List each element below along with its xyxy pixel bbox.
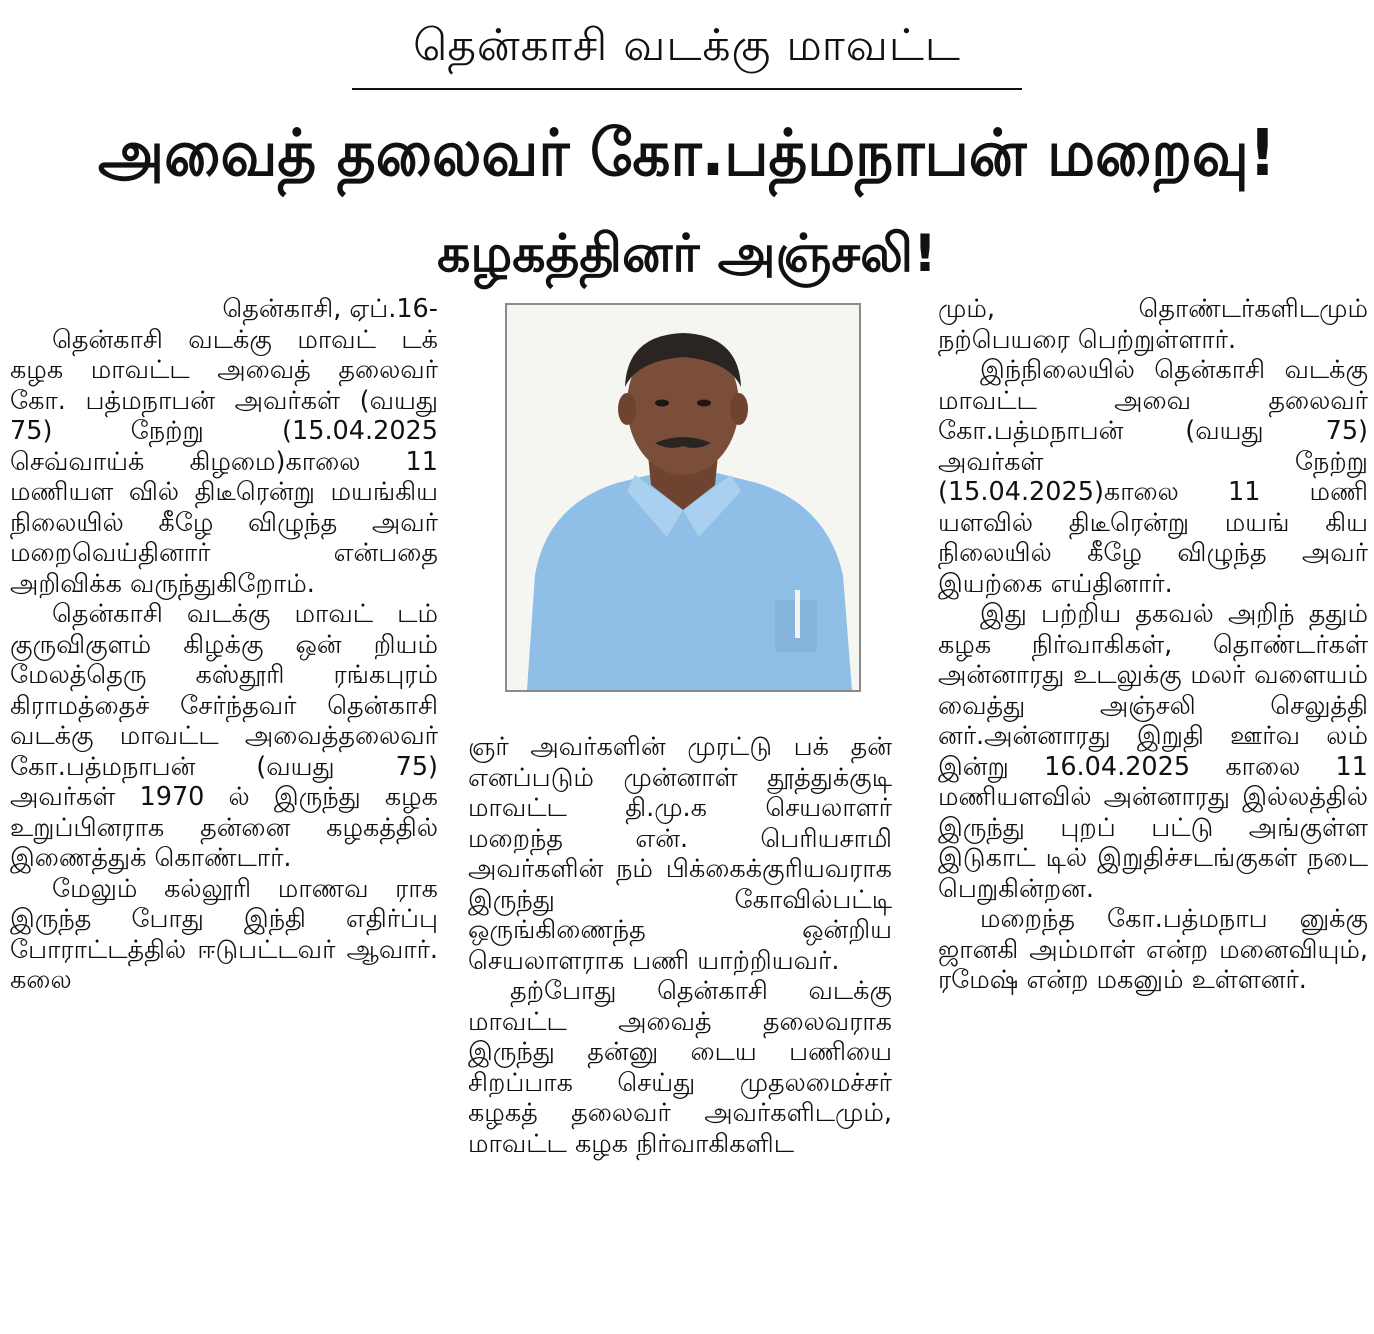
subheadline: கழகத்தினர் அஞ்சலி! xyxy=(437,224,937,284)
paragraph: மறைந்த கோ.பத்மநாப னுக்கு ஜானகி அம்மாள் என்ற மனைவியும், ரமேஷ் என்ற மகனும் உள்ளனர். xyxy=(938,904,1368,995)
kicker-title: தென்காசி வடக்கு மாவட்ட xyxy=(413,20,961,71)
dateline: தென்காசி, ஏப்.16- xyxy=(222,294,438,324)
paragraph: தென்காசி வடக்கு மாவட் டம் குருவிகுளம் கிழக்கு ஒன் றியம் மேலத்தெரு கஸ்தூரி ரங்கபுரம் கிராமத்தைச் சேர்ந்தவர் தென்காசி வடக்கு மாவட்ட அவைத்தலைவர் கோ.பத்மநாபன் (வயது 75) அவர்கள் 1970 ல் இருந்து கழக உறுப்பினராக தன்னை கழகத்தில் இணைத்துக் கொண்டார். xyxy=(10,599,438,873)
paragraph: மேலும் கல்லூரி மாணவ ராக இருந்த போது இந்தி எதிர்ப்பு போராட்டத்தில் ஈடுபட்டவர் ஆவார். கலை xyxy=(10,873,438,995)
portrait-photo xyxy=(505,303,861,692)
article-column-1 xyxy=(10,294,438,996)
article-column-2 xyxy=(468,732,892,1159)
paragraph: ஞர் அவர்களின் முரட்டு பக் தன் எனப்படும் முன்னாள் தூத்துக்குடி மாவட்ட தி.மு.க செயலாளர் மறைந்த என். பெரியசாமி அவர்களின் நம் பிக்கைக்குரியவராக இருந்து கோவில்பட்டி ஒருங்கிணைந்த ஒன்றிய செயலாளராக பணி யாற்றியவர். xyxy=(468,732,892,976)
kicker-divider xyxy=(352,88,1022,90)
paragraph: தற்போது தென்காசி வடக்கு மாவட்ட அவைத் தலைவராக இருந்து தன்னு டைய பணியை சிறப்பாக செய்து முதலமைச்சர் கழகத் தலைவர் அவர்களிடமும், மாவட்ட கழக நிர்வாகிகளிட xyxy=(468,976,892,1159)
paragraph: மும், தொண்டர்களிடமும் நற்பெயரை பெற்றுள்ளார். xyxy=(938,294,1368,355)
paragraph: தென்காசி வடக்கு மாவட் டக் கழக மாவட்ட அவைத் தலைவர் கோ. பத்மநாபன் அவர்கள் (வயது 75) நேற்று (15.04.2025 செவ்வாய்க் கிழமை)காலை 11 மணியள வில் திடீரென்று மயங்கிய நிலையில் கீழே விழுந்த அவர் மறைவெய்தினார் என்பதை அறிவிக்க வருந்துகிறோம். xyxy=(10,324,438,599)
paragraph: இது பற்றிய தகவல் அறிந் ததும் கழக நிர்வாகிகள், தொண்டர்கள் அன்னாரது உடலுக்கு மலர் வளையம் வைத்து அஞ்சலி செலுத்தி னர்.அன்னாரது இறுதி ஊர்வ லம் இன்று 16.04.2025 காலை 11 மணியளவில் அன்னாரது இல்லத்தில் இருந்து புறப் பட்டு அங்குள்ள இடுகாட் டில் இறுதிச்சடங்குகள் நடை பெறுகின்றன. xyxy=(938,599,1368,904)
article-column-3 xyxy=(938,294,1368,996)
headline: அவைத் தலைவர் கோ.பத்மநாபன் மறைவு! xyxy=(97,117,1277,191)
portrait-photo-illustration xyxy=(507,305,859,690)
paragraph: இந்நிலையில் தென்காசி வடக்கு மாவட்ட அவை தலைவர் கோ.பத்மநாபன் (வயது 75) அவர்கள் நேற்று (15.04.2025)காலை 11 மணி யளவில் திடீரென்று மயங் கிய நிலையில் கீழே விழுந்த அவர் இயற்கை எய்தினார். xyxy=(938,355,1368,599)
